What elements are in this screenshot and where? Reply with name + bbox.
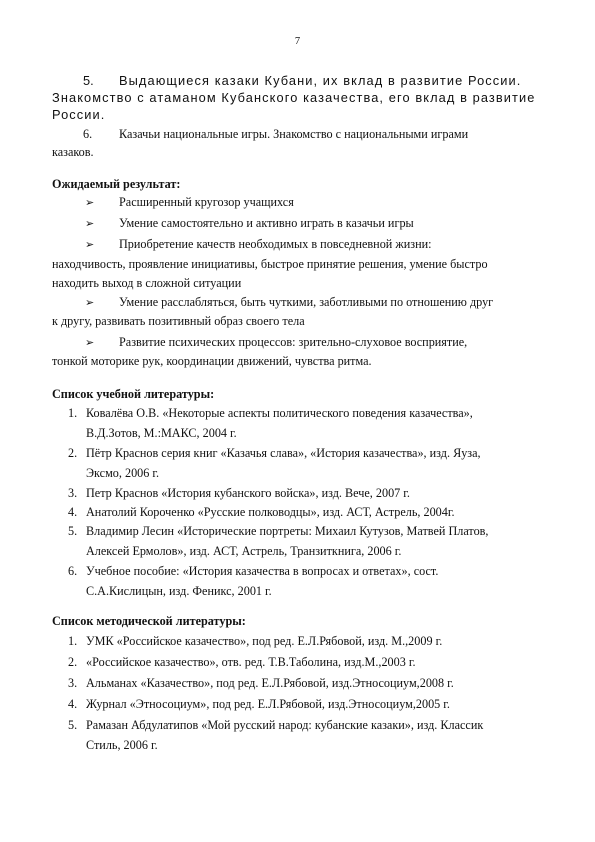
arrow-bullet-icon: ➢	[85, 297, 95, 309]
expected-item-continuation: находить выход в сложной ситуации	[52, 276, 242, 290]
list-item: 4. Журнал «Этносоциум», под ред. Е.Л.Рябовой, изд.Этносоциум,2005 г.	[68, 697, 450, 711]
list-item: 1. УМК «Российское казачество», под ред. Е.Л.Рябовой, изд. М.,2009 г.	[68, 634, 443, 648]
topic-5	[52, 72, 552, 123]
arrow-bullet-icon: ➢	[85, 337, 95, 349]
expected-item: ➢ Умение расслабляться, быть чуткими, заботливыми по отношению друг	[52, 293, 552, 313]
expected-item: ➢ Расширенный кругозор учащихся	[52, 193, 552, 213]
arrow-bullet-icon: ➢	[85, 239, 95, 251]
topic-5-number: 5.	[83, 73, 94, 88]
topic-6-line2: казаков.	[52, 145, 94, 159]
list-item: 6. Учебное пособие: «История казачества в вопросах и ответах», сост. С.А.Кислицын, изд. Феникс, 2001 г.	[68, 564, 439, 598]
list-item: 3. Петр Краснов «История кубанского войска», изд. Вече, 2007 г.	[68, 486, 410, 500]
expected-item-continuation: тонкой моторике рук, координации движений, чувства ритма.	[52, 354, 372, 368]
method-literature-heading: Список методической литературы:	[52, 614, 246, 628]
list-item: 4. Анатолий Короченко «Русские полководцы», изд. АСТ, Астрель, 2004г.	[68, 505, 455, 519]
list-item: 2. «Российское казачество», отв. ред. Т.В.Таболина, изд.М.,2003 г.	[68, 655, 416, 669]
expected-item-continuation: к другу, развивать позитивный образ своего тела	[52, 314, 305, 328]
topic-5-text: Выдающиеся казаки Кубани, их вклад в развитие России. Знакомство с атаманом Кубанского казачества, его вклад в развитие России.	[52, 73, 536, 122]
topic-6	[52, 125, 552, 161]
list-item: 2. Пётр Краснов серия книг «Казачья слава», «История казачества», изд. Яуза, Эксмо, 2006 г.	[68, 446, 481, 480]
expected-item: ➢ Умение самостоятельно и активно играть в казачьи игры	[52, 214, 552, 234]
arrow-bullet-icon: ➢	[85, 218, 95, 230]
topic-6-number: 6.	[83, 127, 93, 141]
list-item: 3. Альманах «Казачество», под ред. Е.Л.Рябовой, изд.Этносоциум,2008 г.	[68, 676, 454, 690]
list-item: 5. Владимир Лесин «Исторические портреты: Михаил Кутузов, Матвей Платов, Алексей Ермолов», изд. АСТ, Астрель, Транзиткнига, 2006 г.	[68, 524, 489, 558]
list-item: 1. Ковалёва О.В. «Некоторые аспекты политического поведения казачества», В.Д.Зотов, М.:МАКС, 2004 г.	[68, 406, 473, 440]
expected-item: ➢ Развитие психических процессов: зрительно-слуховое восприятие,	[52, 333, 552, 353]
arrow-bullet-icon: ➢	[85, 197, 95, 209]
expected-result-heading: Ожидаемый результат:	[52, 177, 181, 191]
study-literature-heading: Список учебной литературы:	[52, 387, 215, 401]
expected-item: ➢ Приобретение качеств необходимых в повседневной жизни:	[52, 235, 552, 255]
topic-6-line1: Казачьи национальные игры. Знакомство с национальными играми	[119, 127, 469, 141]
list-item: 5. Рамазан Абдулатипов «Мой русский народ: кубанские казаки», изд. Классик Стиль, 2006 г.	[68, 718, 484, 752]
expected-item-continuation: находчивость, проявление инициативы, быстрое принятие решения, умение быстро	[52, 257, 488, 271]
page-number: 7	[294, 36, 301, 47]
